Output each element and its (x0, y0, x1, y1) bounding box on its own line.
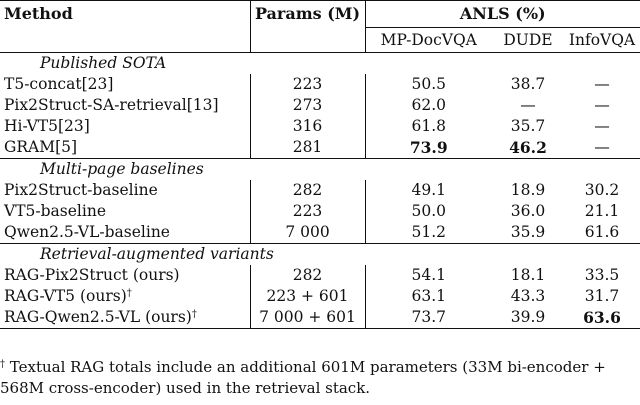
dude-cell: 39.9 (510, 308, 546, 326)
anls-header: ANLS (%) (459, 4, 546, 23)
infovqa-cell: 30.2 (584, 181, 620, 199)
method-cell: Qwen2.5-VL-baseline (0, 222, 250, 244)
table-row (0, 201, 640, 222)
mp-docvqa-cell: 61.8 (411, 117, 446, 135)
method-cell: T5-concat[23] (0, 74, 250, 95)
dagger-mark: † (191, 309, 197, 320)
method-cell: Pix2Struct-baseline (0, 180, 250, 201)
dude-cell: 36.0 (510, 202, 546, 220)
infovqa-cell: 21.1 (584, 202, 620, 220)
section-title: Retrieval-augmented variants (40, 245, 274, 263)
dude-cell: 38.7 (510, 75, 546, 93)
mp-docvqa-cell: 50.5 (411, 75, 446, 93)
infovqa-cell: — (594, 138, 610, 156)
table-row (0, 74, 640, 95)
dude-cell: 35.7 (510, 117, 546, 135)
table-row (0, 265, 640, 286)
mp-docvqa-cell: 50.0 (411, 202, 446, 220)
params-cell: 282 (250, 180, 365, 201)
footnote-text: Textual RAG totals include an additional 601M parameters (33M bi-encoder + 568M cross-encoder) used in the retrieval stack. (0, 358, 606, 397)
dude-cell: 18.9 (510, 181, 546, 199)
footnote-dagger: † (0, 359, 5, 370)
method-cell: RAG-Pix2Struct (ours) (0, 265, 250, 286)
dude-cell: — (520, 96, 536, 114)
col-dude: DUDE (492, 28, 564, 53)
infovqa-cell: 33.5 (584, 266, 620, 284)
mp-docvqa-cell-best: 73.9 (409, 138, 448, 157)
infovqa-cell: 61.6 (584, 223, 620, 241)
params-cell: 316 (250, 116, 365, 137)
infovqa-cell-best: 63.6 (583, 308, 621, 327)
dude-cell: 35.9 (510, 223, 546, 241)
header-row-1 (0, 1, 640, 28)
section-title: Multi-page baselines (40, 160, 204, 178)
params-cell: 223 + 601 (250, 286, 365, 307)
method-cell (0, 307, 250, 329)
infovqa-cell: — (594, 117, 610, 135)
table-row (0, 95, 640, 116)
params-cell: 281 (250, 137, 365, 159)
col-mp-docvqa: MP-DocVQA (365, 28, 492, 53)
infovqa-cell: — (594, 75, 610, 93)
method-cell (0, 286, 250, 307)
mp-docvqa-cell: 62.0 (411, 96, 446, 114)
params-cell: 223 (250, 201, 365, 222)
section-title-row (0, 53, 640, 75)
infovqa-cell: 31.7 (584, 287, 620, 305)
method-cell: VT5-baseline (0, 201, 250, 222)
section-title-row (0, 244, 640, 266)
table-row (0, 286, 640, 307)
params-cell: 7 000 (250, 222, 365, 244)
table-row (0, 116, 640, 137)
dude-cell: 43.3 (510, 287, 546, 305)
table-row (0, 137, 640, 159)
mp-docvqa-cell: 63.1 (411, 287, 446, 305)
dagger-mark: † (126, 288, 132, 299)
section-title-row (0, 159, 640, 181)
table-row (0, 222, 640, 244)
params-cell: 223 (250, 74, 365, 95)
method-text: RAG-Qwen2.5-VL (ours) (4, 308, 192, 326)
method-header: Method (0, 1, 250, 53)
dude-cell: 18.1 (510, 266, 546, 284)
params-header: Params (M) (250, 1, 365, 53)
method-cell: Pix2Struct-SA-retrieval[13] (0, 95, 250, 116)
section-title: Published SOTA (40, 54, 167, 72)
params-cell: 282 (250, 265, 365, 286)
mp-docvqa-cell: 54.1 (411, 266, 446, 284)
table-row (0, 307, 640, 329)
method-cell: GRAM[5] (0, 137, 250, 159)
method-text: RAG-VT5 (ours) (4, 287, 127, 305)
mp-docvqa-cell: 51.2 (411, 223, 446, 241)
mp-docvqa-cell: 73.7 (411, 308, 446, 326)
col-infovqa: InfoVQA (564, 28, 640, 53)
table-row (0, 180, 640, 201)
infovqa-cell: — (594, 96, 610, 114)
mp-docvqa-cell: 49.1 (411, 181, 446, 199)
params-cell: 273 (250, 95, 365, 116)
table-footnote (0, 357, 640, 399)
method-cell: Hi-VT5[23] (0, 116, 250, 137)
dude-cell-best: 46.2 (509, 138, 547, 157)
params-cell: 7 000 + 601 (250, 307, 365, 329)
